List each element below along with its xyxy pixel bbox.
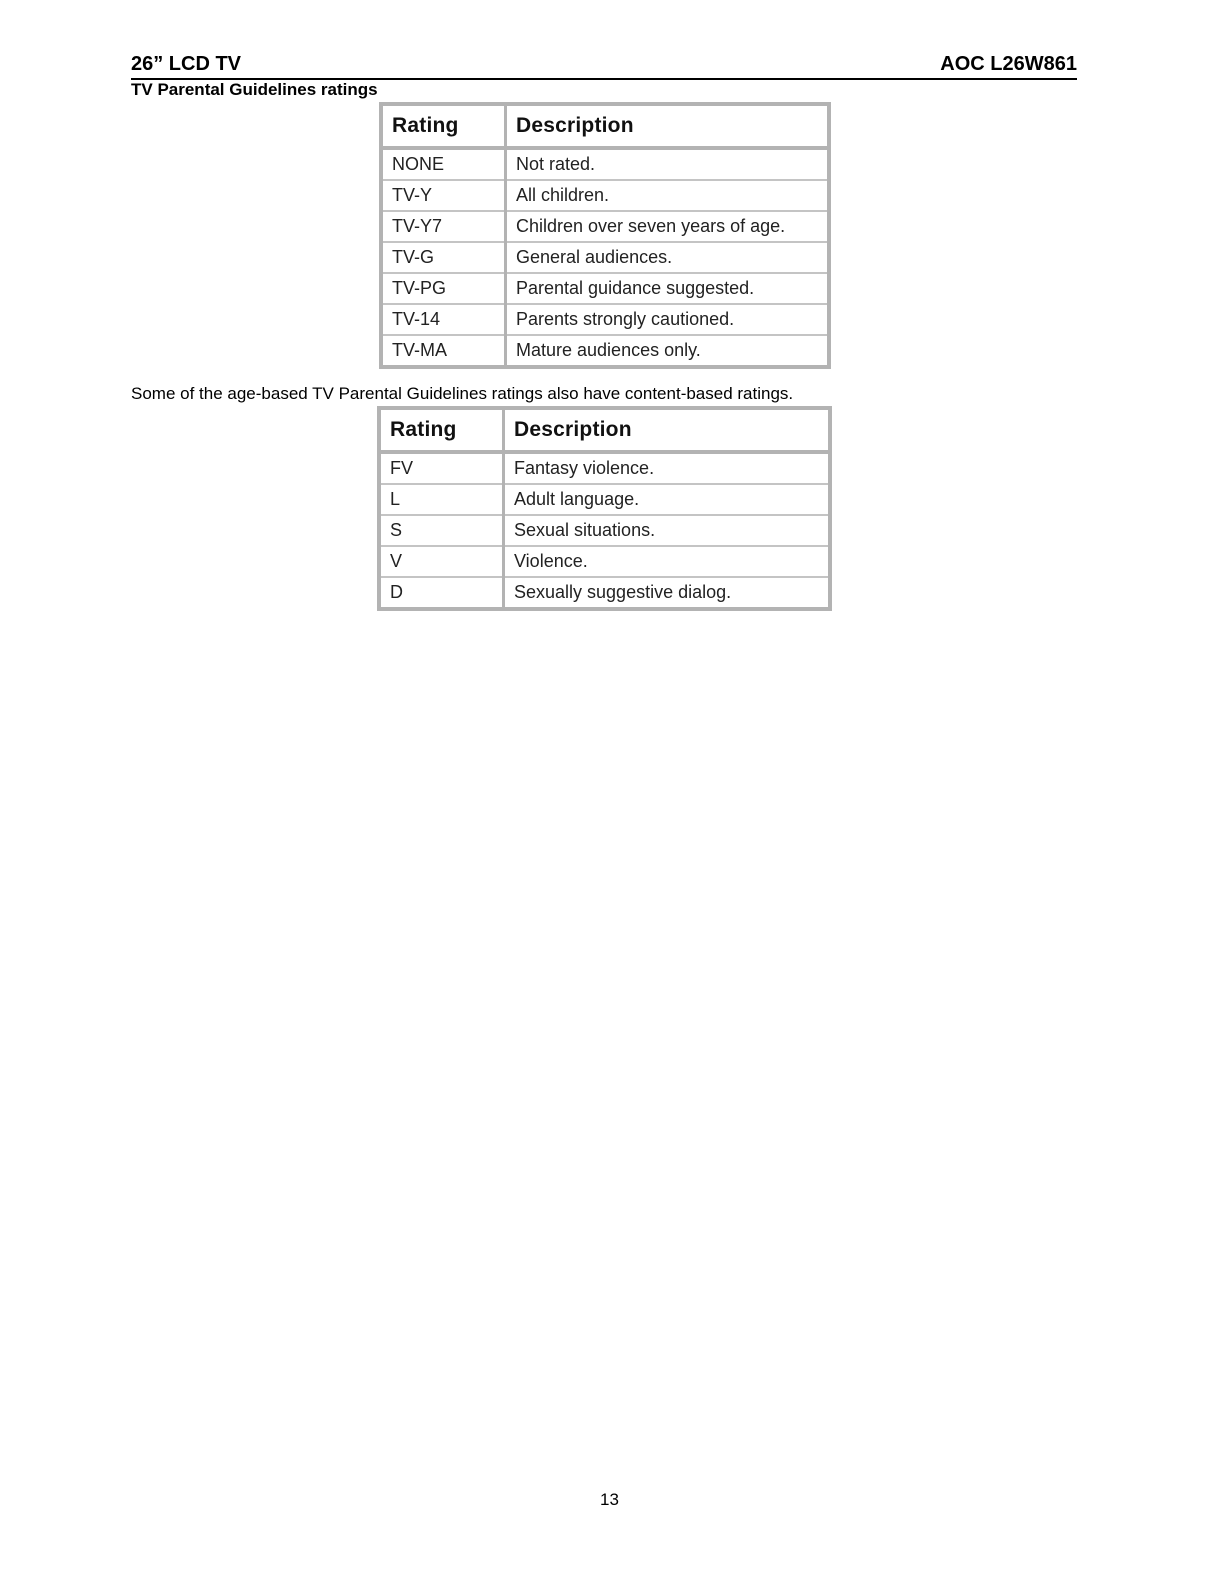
description-cell: All children. bbox=[506, 180, 828, 211]
description-cell: Fantasy violence. bbox=[504, 452, 829, 484]
description-cell: Mature audiences only. bbox=[516, 340, 701, 360]
table-row bbox=[383, 242, 827, 273]
rating-cell: D bbox=[381, 577, 504, 607]
description-cell: Parents strongly cautioned. bbox=[506, 304, 828, 335]
table-row bbox=[383, 148, 827, 180]
table-row bbox=[383, 180, 827, 211]
table-row bbox=[383, 304, 827, 335]
description-cell: Parental guidance suggested. bbox=[506, 273, 828, 304]
header-model-number: AOC L26W861 bbox=[940, 53, 1077, 75]
table-row bbox=[381, 577, 828, 607]
description-cell: Violence. bbox=[504, 546, 829, 577]
column-header-description: Description bbox=[506, 106, 828, 148]
table-row bbox=[383, 335, 827, 365]
rating-cell: NONE bbox=[383, 148, 506, 180]
ratings-table bbox=[379, 102, 831, 369]
rating-cell: TV-PG bbox=[383, 273, 506, 304]
rating-cell: V bbox=[381, 546, 504, 577]
page-header bbox=[131, 53, 1077, 80]
table-row bbox=[381, 515, 828, 546]
rating-cell: L bbox=[381, 484, 504, 515]
table-row bbox=[381, 452, 828, 484]
description-cell: General audiences. bbox=[506, 242, 828, 273]
content-ratings-table bbox=[377, 406, 832, 611]
column-header-rating: Rating bbox=[383, 106, 506, 148]
table-row bbox=[381, 484, 828, 515]
section-title: TV Parental Guidelines ratings bbox=[131, 80, 378, 99]
table-row bbox=[381, 546, 828, 577]
description-cell: Sexually suggestive dialog. bbox=[514, 582, 732, 602]
content-ratings-intro: Some of the age-based TV Parental Guidelines ratings also have content-based ratings. bbox=[131, 384, 794, 403]
table-row bbox=[383, 273, 827, 304]
table-header-row bbox=[381, 410, 828, 452]
header-product-title: 26” LCD TV bbox=[131, 53, 242, 75]
rating-cell: S bbox=[381, 515, 504, 546]
column-header-rating: Rating bbox=[381, 410, 504, 452]
table-row bbox=[383, 211, 827, 242]
rating-cell: TV-G bbox=[383, 242, 506, 273]
description-cell: Adult language. bbox=[504, 484, 829, 515]
rating-cell: TV-14 bbox=[383, 304, 506, 335]
table-header-row bbox=[383, 106, 827, 148]
rating-cell: TV-Y bbox=[383, 180, 506, 211]
description-cell: Sexual situations. bbox=[504, 515, 829, 546]
rating-cell: FV bbox=[381, 452, 504, 484]
rating-cell: TV-MA bbox=[383, 335, 506, 365]
column-header-description: Description bbox=[504, 410, 829, 452]
description-cell: Children over seven years of age. bbox=[506, 211, 828, 242]
page-number: 13 bbox=[600, 1490, 619, 1509]
description-cell: Not rated. bbox=[506, 148, 828, 180]
rating-cell: TV-Y7 bbox=[383, 211, 506, 242]
